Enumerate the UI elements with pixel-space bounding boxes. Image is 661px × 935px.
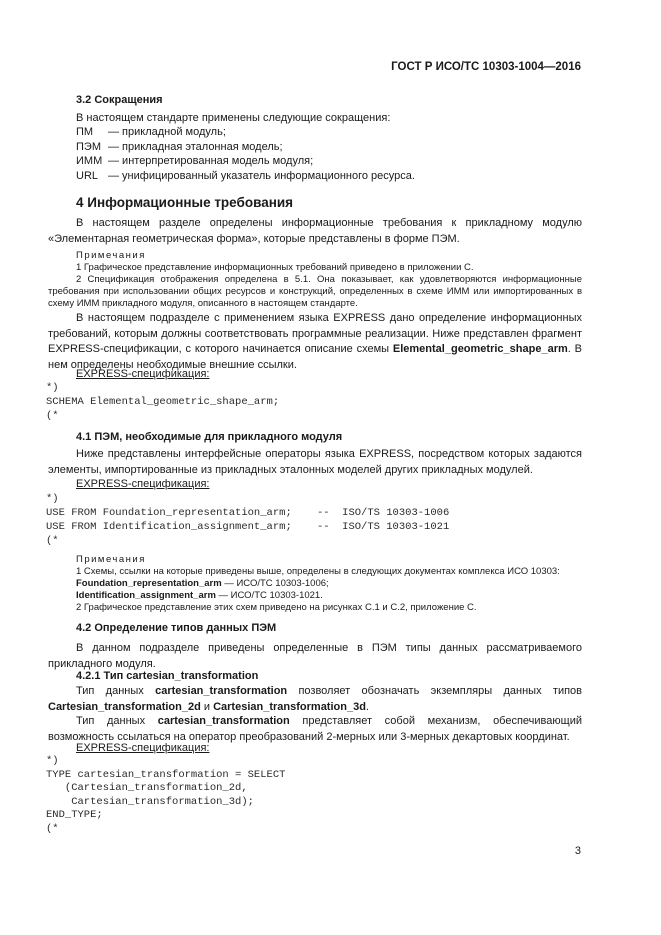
section-4-2-paragraph: В данном подразделе приведены определенные в ПЭМ типы данных рассматриваемого прикладного модуля.	[48, 642, 582, 670]
type-name: cartesian_transformation	[155, 685, 288, 697]
notes-label: Примечания	[76, 250, 146, 261]
code-line: (Cartesian_transformation_2d,	[46, 782, 248, 794]
note-1: 1 Схемы, ссылки на которые приведены выше, определены в следующих документах комплекса ИСО 10303:	[76, 566, 560, 577]
notes-label: Примечания	[76, 554, 146, 565]
express-code-block	[46, 755, 285, 836]
page-number: 3	[574, 845, 581, 857]
code-line: USE FROM Foundation_representation_arm; -- ISO/TS 10303-1006	[46, 507, 450, 519]
section-4-paragraph-1: В настоящем разделе определены информационные требования к прикладному модулю «Элементарная геометрическая форма», которые представлены в форме ПЭМ.	[48, 217, 582, 245]
code-line: *)	[46, 382, 59, 394]
code-line: (*	[46, 410, 59, 422]
section-4-1-title: 4.1 ПЭМ, необходимые для прикладного модуля	[76, 431, 343, 443]
code-line: *)	[46, 493, 59, 505]
code-line: Cartesian_transformation_3d);	[46, 795, 254, 808]
code-line: (*	[46, 535, 59, 547]
schema-name: Foundation_representation_arm	[76, 578, 222, 589]
text-run: .	[365, 700, 369, 713]
document-header: ГОСТ Р ИСО/ТС 10303-1004—2016	[391, 61, 581, 73]
schema-name: Identification_assignment_arm	[76, 590, 216, 601]
code-line: USE FROM Identification_assignment_arm; -- ISO/TS 10303-1021	[46, 521, 450, 533]
text-run: В настоящем подразделе с применением языка EXPRESS дано определение информационных требований, которым должны соответствовать программные реализации. Ниже представлен фрагмент EXPRESS-спецификации, с которого начинается описание схемы	[48, 312, 582, 355]
abbr: ПЭМ	[76, 140, 101, 153]
abbreviation-item	[76, 140, 415, 155]
section-4-2-title: 4.2 Определение типов данных ПЭМ	[76, 622, 277, 634]
abbr-desc: — унифицированный указатель информационного ресурса.	[108, 169, 415, 182]
abbr-desc: — интерпретированная модель модуля;	[108, 155, 314, 167]
code-line: END_TYPE;	[46, 809, 103, 821]
type-name: Cartesian_transformation_2d	[48, 700, 201, 713]
text-run: — ИСО/ТС 10303-1021.	[215, 590, 323, 601]
section-4-1-paragraph: Ниже представлены интерфейсные операторы языка EXPRESS, посредством которых задаются элементы, импортированные из прикладных эталонных моделей других прикладных модулей.	[48, 448, 582, 476]
text-run: Тип данных	[76, 685, 156, 697]
text-run: позволяет обозначать экземпляры данных типов	[287, 685, 583, 697]
code-line: TYPE cartesian_transformation = SELECT	[46, 768, 286, 781]
section-4-paragraph-2	[48, 311, 582, 373]
section-3-2-intro: В настоящем стандарте применены следующие сокращения:	[76, 112, 391, 124]
section-4-2-1-title: 4.2.1 Тип cartesian_transformation	[76, 670, 259, 682]
section-4-title: 4 Информационные требования	[76, 195, 294, 210]
express-spec-label: EXPRESS-спецификация:	[76, 478, 210, 490]
code-line: *)	[46, 755, 59, 767]
express-spec-label: EXPRESS-спецификация:	[76, 742, 210, 754]
abbr: ИММ	[76, 155, 103, 167]
note-2: 2 Графическое представление этих схем приведено на рисунках С.1 и С.2, приложение С.	[76, 602, 477, 613]
code-line: (*	[46, 822, 59, 835]
note-1: 1 Графическое представление информационных требований приведено в приложении С.	[76, 262, 474, 273]
schema-name: Elemental_geometric_shape_arm	[392, 343, 568, 355]
text-run: . В нем определены необходимые внешние ссылки.	[48, 343, 582, 371]
code-line: SCHEMA Elemental_geometric_shape_arm;	[46, 396, 280, 408]
express-spec-label: EXPRESS-спецификация:	[76, 368, 210, 380]
abbr: ПМ	[76, 126, 94, 138]
reference-2	[76, 590, 323, 602]
type-name: Cartesian_transformation_3d	[213, 700, 366, 713]
text-run: и	[200, 700, 214, 713]
abbreviation-item	[76, 125, 415, 140]
abbreviation-item	[76, 169, 415, 184]
abbr-desc: — прикладной модуль;	[108, 126, 226, 138]
text-run: представляет собой механизм, обеспечивающий возможность ссылаться на оператор преобразований 2-мерных или 3-мерных декартовых координат.	[48, 715, 582, 743]
text-run: Тип данных	[76, 715, 158, 727]
section-4-2-1-paragraph-1	[48, 684, 582, 715]
type-name: cartesian_transformation	[157, 715, 290, 727]
express-code-block	[46, 381, 279, 423]
express-code-block	[46, 492, 449, 548]
abbreviation-item	[76, 154, 415, 169]
reference-1	[76, 578, 329, 590]
abbreviation-list	[76, 125, 415, 183]
note-2: 2 Спецификация отображения определена в 5.1. Она показывает, как удовлетворяются информационные требования при использовании общих ресурсов и конструкций, определенных в схеме ИММ или импортированных в схему ИММ прикладного модуля, описанного в настоящем стандарте.	[48, 274, 582, 309]
section-3-2-title: 3.2 Сокращения	[76, 94, 163, 106]
abbr: URL	[76, 169, 99, 182]
abbr-desc: — прикладная эталонная модель;	[108, 140, 283, 153]
text-run: — ИСО/ТС 10303-1006;	[221, 578, 329, 589]
